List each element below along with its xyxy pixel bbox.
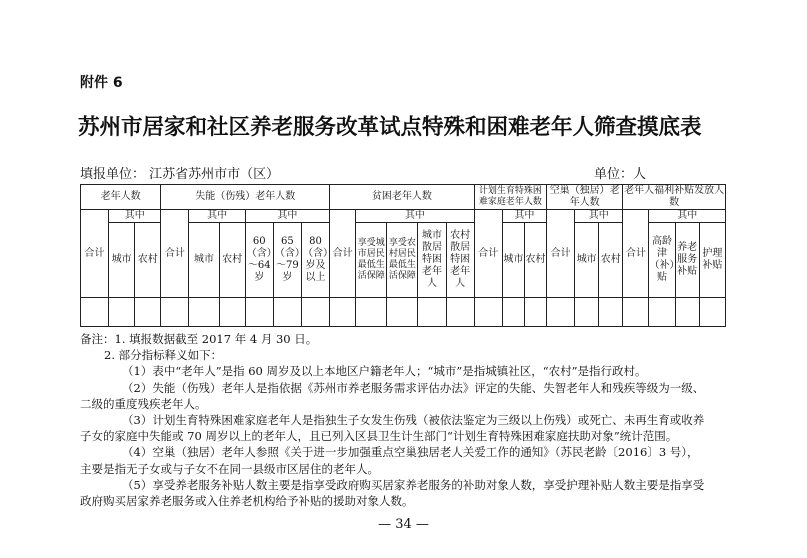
col-total: 合计 (330, 210, 356, 298)
group-poor: 贫困老年人数 (330, 185, 475, 210)
of-which: 其中 (575, 210, 623, 223)
note-line: 备注：1. 填报数据截至 2017 年 4 月 30 日。 (80, 332, 318, 346)
data-cell[interactable] (81, 298, 109, 327)
data-cell[interactable] (623, 298, 649, 327)
of-which: 其中 (649, 210, 726, 223)
document-title: 苏州市居家和社区养老服务改革试点特殊和困难老年人筛查摸底表 (78, 115, 702, 140)
data-cell[interactable] (135, 298, 161, 327)
of-which: 其中 (245, 210, 329, 223)
col-age-80: 80（含）岁及以上 (301, 223, 329, 298)
reporting-unit: 填报单位： 江苏省苏州市市（区） (80, 167, 280, 182)
data-cell[interactable] (330, 298, 356, 327)
col-total: 合计 (81, 210, 109, 298)
data-cell[interactable] (547, 298, 575, 327)
note-line: （5）享受养老服务补贴人数主要是指享受政府购买居家养老服务的补助对象人数，享受护理补贴人数主要是指享受 (122, 477, 705, 492)
survey-table (80, 184, 726, 327)
data-cell[interactable] (273, 298, 301, 327)
note-line: 政府购买居家养老服务或入住养老机构给予补贴的援助对象人数。 (80, 494, 414, 509)
note-line: 主要是指无子女或与子女不在同一县级市区居住的老年人。 (80, 461, 379, 476)
col-total: 合计 (623, 210, 649, 298)
table-row (81, 298, 726, 327)
notes (80, 331, 730, 509)
col-city: 城市 (189, 223, 219, 298)
col-city: 城市 (502, 223, 524, 298)
data-cell[interactable] (418, 298, 446, 327)
data-cell[interactable] (699, 298, 725, 327)
data-cell[interactable] (245, 298, 273, 327)
col-total: 合计 (161, 210, 189, 298)
note-line: 二级的重度残疾老年人。 (80, 396, 207, 411)
data-cell[interactable] (446, 298, 474, 327)
note-line: （4）空巢（独居）老年人参照《关于进一步加强重点空巢独居老人关爱工作的通知》（苏民老龄〔2016〕3 号）， (122, 445, 699, 460)
col-total: 合计 (547, 210, 575, 298)
group-welfare: 老年人福利补贴发放人数 (624, 185, 725, 208)
measure-unit: 单位：人 (594, 167, 647, 182)
col-age-65-79: 65（含）～79岁 (273, 223, 301, 298)
col-city-scattered: 城市散居特困老年人 (418, 223, 446, 298)
col-age-60-64: 60（含）～64岁 (245, 223, 273, 298)
col-nursing-subsidy: 护理补贴 (699, 223, 725, 298)
data-cell[interactable] (675, 298, 699, 327)
data-cell[interactable] (109, 298, 135, 327)
data-cell[interactable] (387, 298, 418, 327)
group-family-planning: 计划生育特殊困难家庭老年人数 (474, 185, 546, 210)
group-disabled: 失能（伤残）老年人数 (161, 185, 330, 210)
group-elderly: 老年人数 (81, 185, 161, 210)
col-rural: 农村 (135, 223, 161, 298)
note-line: （1）表中“老年人”是指 60 周岁及以上本地区户籍老年人；“城市”是指城镇社区，“农村”是指行政村。 (122, 364, 647, 379)
data-cell[interactable] (219, 298, 245, 327)
data-cell[interactable] (474, 298, 502, 327)
col-city: 城市 (109, 223, 135, 298)
col-service-subsidy: 养老服务补贴 (675, 223, 699, 298)
of-which: 其中 (356, 210, 475, 223)
of-which: 其中 (109, 210, 161, 223)
data-cell[interactable] (189, 298, 219, 327)
note-line: 子女的家庭中失能或 70 周岁以上的老年人，且已列入区县卫生计生部门“计划生育特殊困难家庭扶助对象”统计范围。 (80, 429, 678, 444)
data-cell[interactable] (301, 298, 329, 327)
note-line: 2. 部分指标释义如下： (104, 348, 223, 363)
attachment-label: 附件 6 (80, 75, 123, 91)
data-cell[interactable] (356, 298, 387, 327)
col-city-minimum: 享受城市居民最低生活保障 (356, 223, 387, 298)
data-cell[interactable] (502, 298, 524, 327)
col-rural: 农村 (599, 223, 623, 298)
col-rural: 农村 (219, 223, 245, 298)
of-which: 其中 (189, 210, 245, 223)
data-cell[interactable] (649, 298, 675, 327)
col-total: 合计 (474, 210, 502, 298)
note-line: （3）计划生育特殊困难家庭老年人是指独生子女发生伤残（被依法鉴定为三级以上伤残）或死亡、未再生育或收养 (122, 413, 705, 428)
data-cell[interactable] (599, 298, 623, 327)
group-empty-nest: 空巢（独居）老年人数 (547, 185, 623, 210)
of-which: 其中 (502, 210, 546, 223)
data-cell[interactable] (575, 298, 599, 327)
data-cell[interactable] (161, 298, 189, 327)
col-rural: 农村 (524, 223, 546, 298)
data-cell[interactable] (524, 298, 546, 327)
col-rural-scattered: 农村散居特困老年人 (446, 223, 474, 298)
note-line: （2）失能（伤残）老年人是指依据《苏州市养老服务需求评估办法》评定的失能、失智老年人和残疾等级为一级、 (122, 380, 705, 395)
col-city: 城市 (575, 223, 599, 298)
page-number: — 34 — (378, 517, 429, 532)
col-high-age: 高龄津（补）贴 (649, 223, 675, 298)
col-rural-minimum: 享受农村居民最低生活保障 (387, 223, 418, 298)
